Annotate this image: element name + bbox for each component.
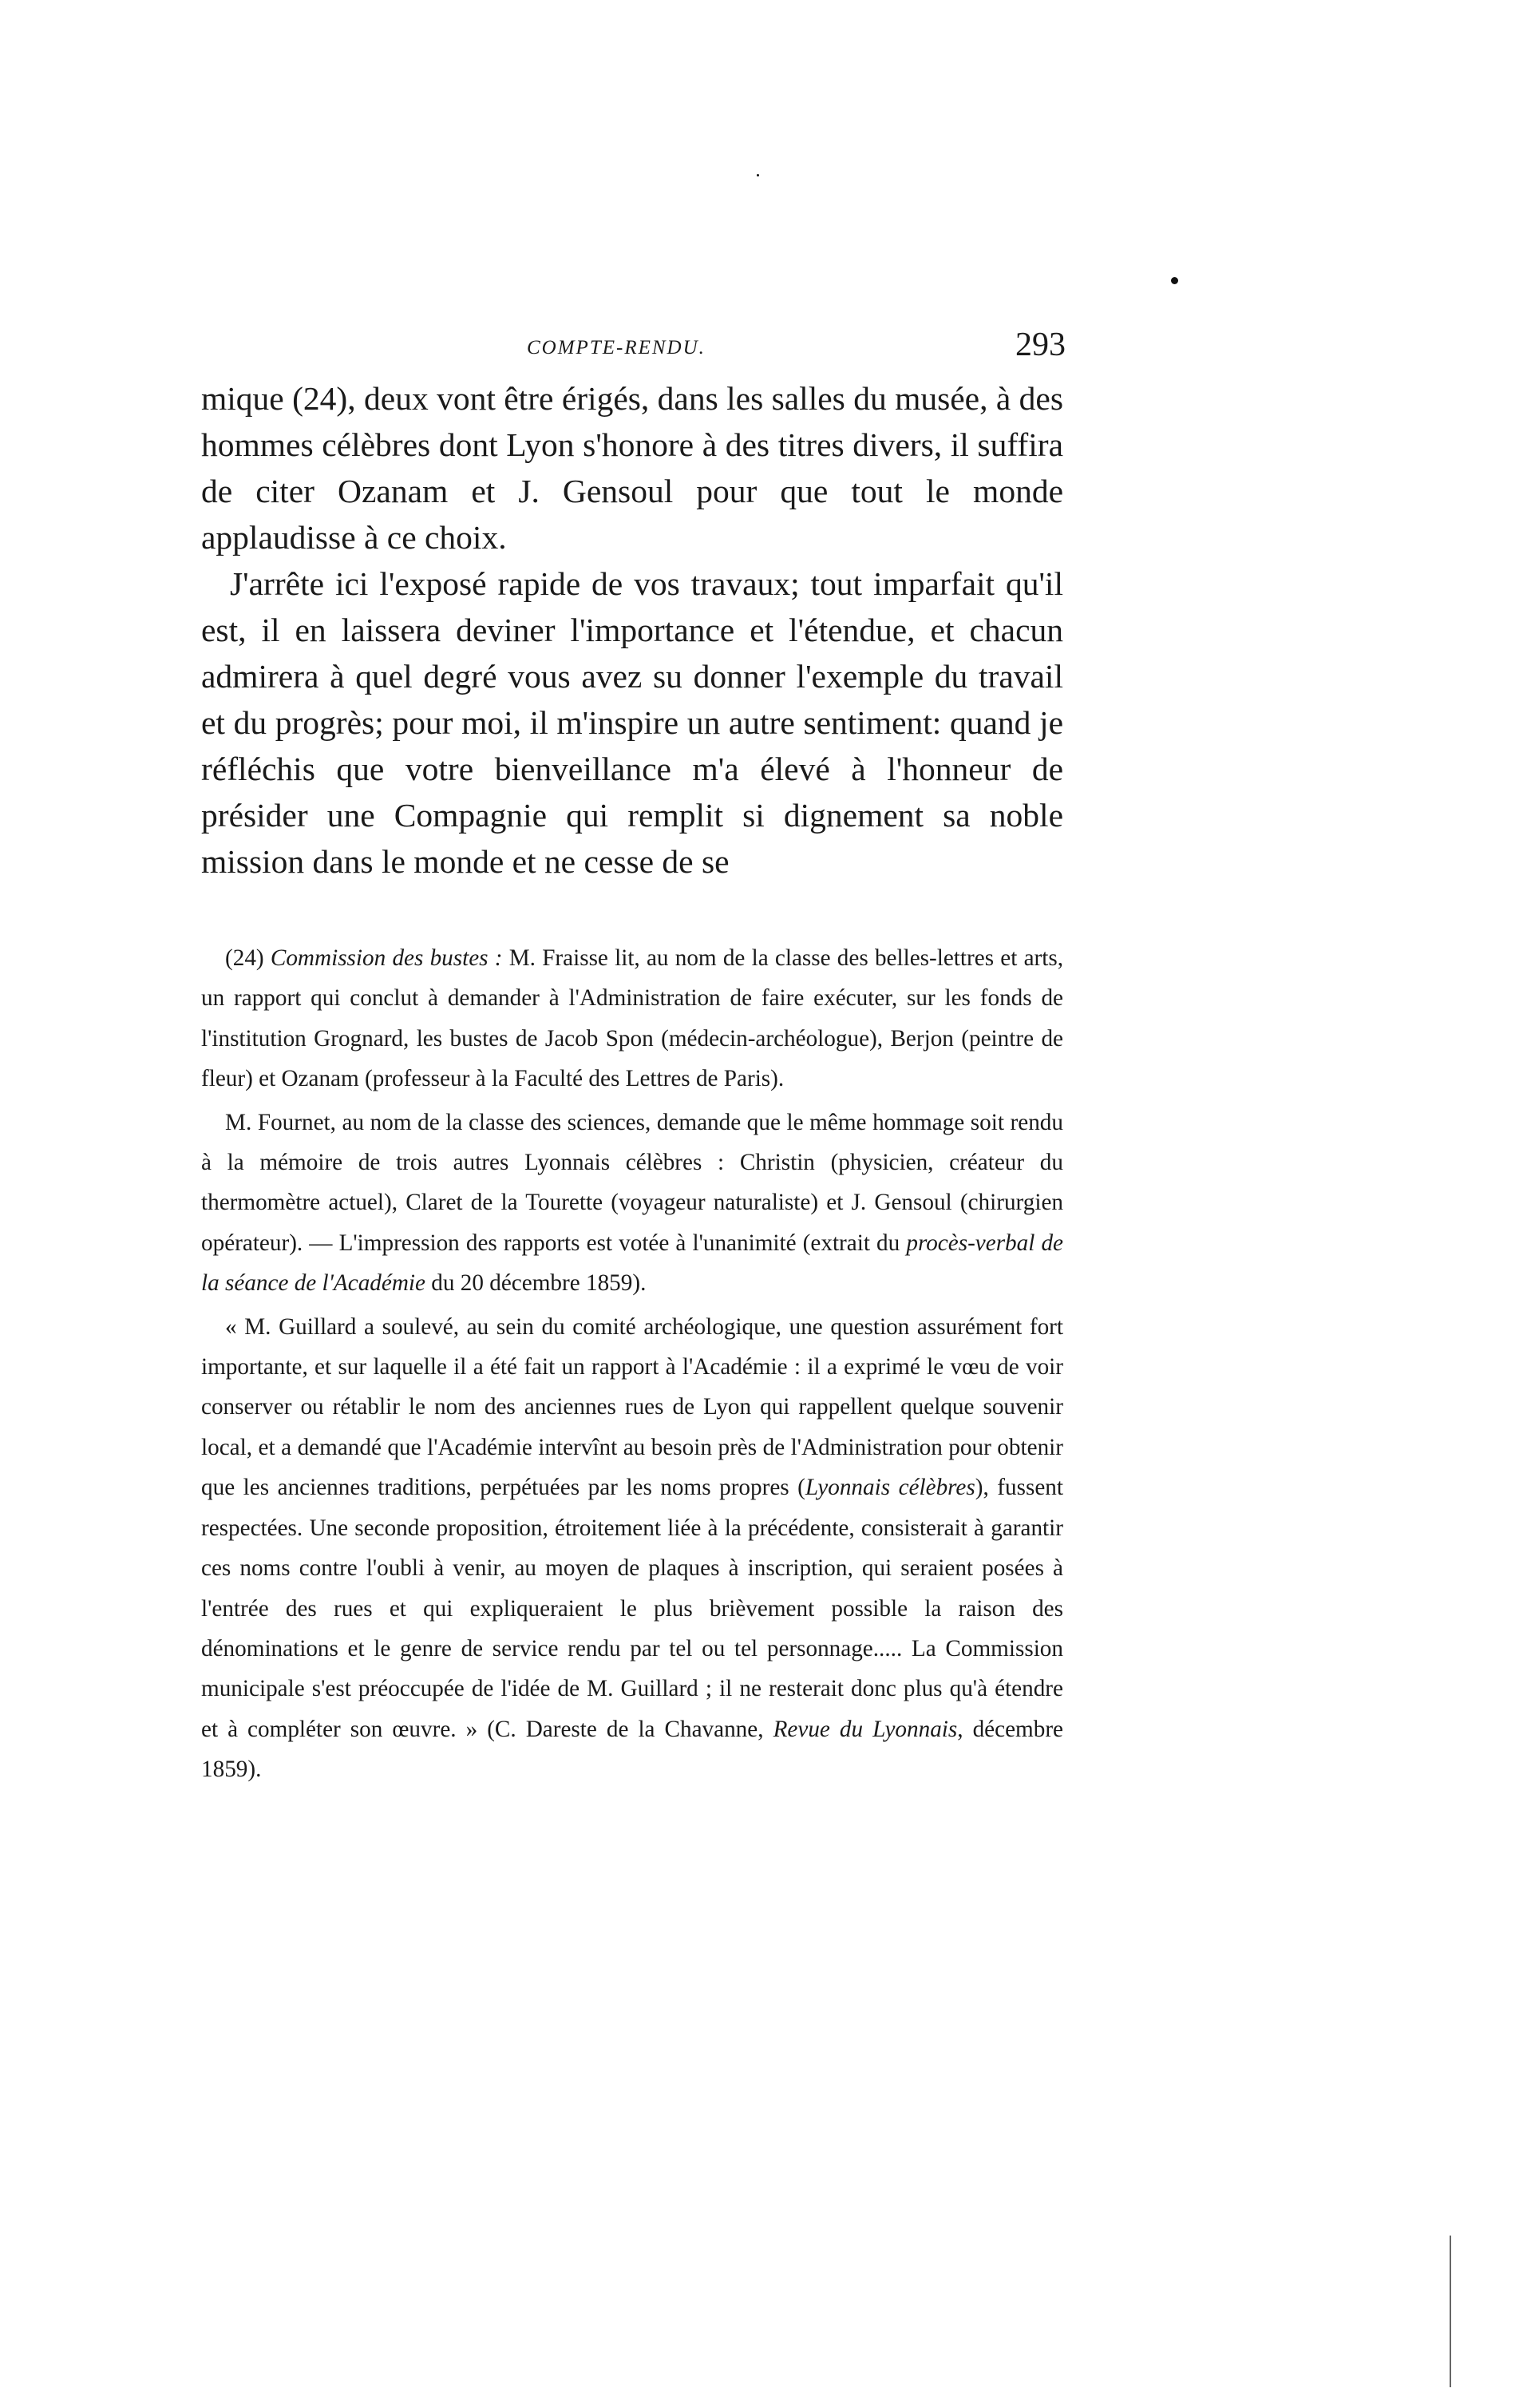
margin-mark (1450, 2236, 1451, 2387)
footnotes (201, 938, 1063, 1793)
footnote-text: du 20 décembre 1859). (431, 1270, 647, 1297)
footnote-italic: Lyonnais célèbres (805, 1475, 975, 1501)
page-number: 293 (1015, 327, 1066, 363)
footnote-fournet (201, 1103, 1063, 1304)
footnote-source: procès-verbal de la séance de l'Académie (201, 1230, 1064, 1297)
footnote-text: , décembre 1859). (201, 1716, 1064, 1783)
footnote-text: M. Fournet, au nom de la classe des sciences, demande que le même hommage soit rendu à la mémoire de trois autres Lyonnais célèbres : Christin (physicien, créateur du thermomètre actuel), Claret de la Tourette (voyageur naturaliste) et J. Gensoul (chirurgien opérateur). — L'impression des rapports est votée à l'unanimité (extrait du (201, 1109, 1063, 1256)
main-text (201, 375, 1063, 885)
running-head-title: COMPTE-RENDU. (527, 337, 706, 358)
footnote-heading: Commission des bustes : (270, 945, 503, 971)
footnote-text: « M. Guillard a soulevé, au sein du comité archéologique, une question assurément fort importante, et sur laquelle il a été fait un rapport à l'Académie : il a exprimé le vœu de voir conserver ou rétablir le nom des anciennes rues de Lyon qui rappellent quelque souvenir local, et a demandé que l'Académie intervînt au besoin près de l'Administration pour obtenir que les anciennes traditions, perpétuées par les noms propres ( (201, 1313, 1063, 1501)
ink-speck (1171, 277, 1178, 284)
footnote-source: Revue du Lyonnais (773, 1716, 958, 1742)
footnote-marker: (24) (225, 945, 264, 971)
footnote-text: M. Fraisse lit, au nom de la classe des belles-lettres et arts, un rapport qui conclut à demander à l'Administration de faire exécuter, sur les fonds de l'institution Grognard, les bustes de Jacob Spon (médecin-archéologue), Berjon (peintre de fleur) et Ozanam (professeur à la Faculté des Lettres de Paris). (201, 945, 1064, 1092)
footnote-24 (201, 938, 1063, 1099)
footnote-text: ), fussent respectées. Une seconde proposition, étroitement liée à la précédente, consisterait à garantir ces noms contre l'oubli à venir, au moyen de plaques à inscription, qui seraient posées à l'entrée des rues et qui expliqueraient le plus brièvement possible la raison des dénominations et le genre de service rendu par tel ou tel personnage..... La Commission municipale s'est préoccupée de l'idée de M. Guillard ; il ne resterait donc plus qu'à étendre et à compléter son œuvre. » (C. Dareste de la Chavanne, (201, 1475, 1063, 1742)
footnote-guillard (201, 1307, 1063, 1790)
body-paragraph: J'arrête ici l'exposé rapide de vos travaux; tout imparfait qu'il est, il en laissera deviner l'importance et l'étendue, et chacun admirera à quel degré vous avez su donner l'exemple du travail et du progrès; pour moi, il m'inspire un autre sentiment: quand je réfléchis que votre bienveillance m'a élevé à l'honneur de présider une Compagnie qui remplit si dignement sa noble mission dans le monde et ne cesse de se (201, 565, 1063, 880)
body-paragraph: mique (24), deux vont être érigés, dans les salles du musée, à des hommes célèbres dont Lyon s'honore à des titres divers, il suffira de citer Ozanam et J. Gensoul pour que tout le monde applaudisse à ce choix. (201, 380, 1063, 556)
ink-speck (757, 174, 759, 176)
running-head (200, 326, 1066, 370)
